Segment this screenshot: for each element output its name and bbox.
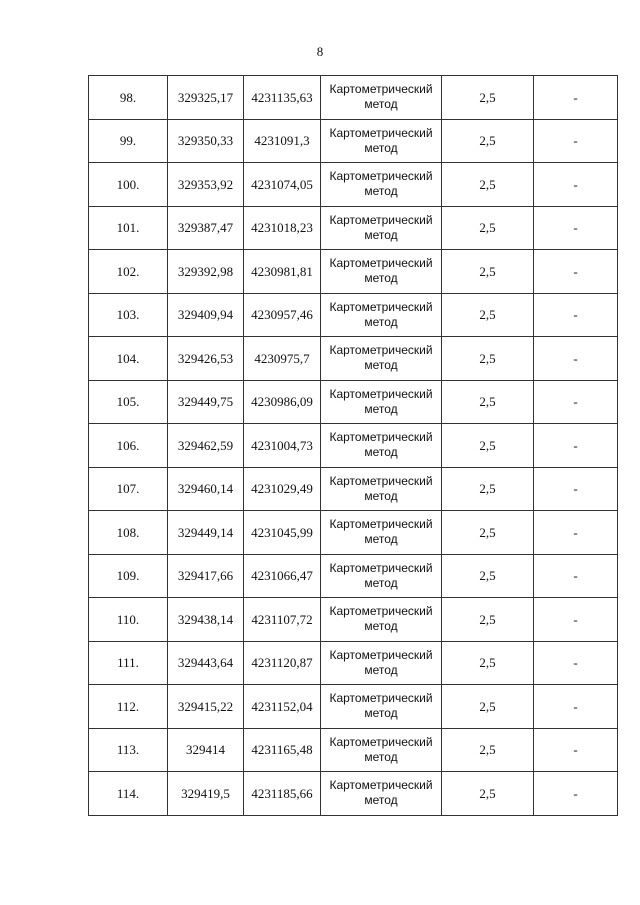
- note-cell: -: [534, 641, 618, 685]
- method-line-2: метод: [364, 314, 398, 329]
- x-coordinate-cell: 329426,53: [168, 337, 244, 381]
- y-coordinate-cell: 4230986,09: [244, 380, 321, 424]
- method-line-1: Картометрический: [329, 256, 433, 270]
- point-number-cell: 102.: [89, 250, 168, 294]
- method-line-2: метод: [364, 488, 398, 503]
- method-line-1: Картометрический: [329, 473, 433, 488]
- x-coordinate-cell: 329325,17: [168, 76, 244, 120]
- accuracy-cell: 2,5: [442, 728, 534, 772]
- x-coordinate-cell: 329392,98: [168, 250, 244, 294]
- method-line-1: Картометрический: [329, 430, 433, 444]
- note-cell: -: [534, 293, 618, 337]
- note-cell: -: [534, 76, 618, 120]
- note-cell: -: [534, 163, 618, 207]
- y-coordinate-cell: 4231165,48: [244, 728, 321, 772]
- method-line-2: метод: [364, 662, 398, 677]
- note-cell: -: [534, 554, 618, 598]
- method-line-2: метод: [364, 401, 398, 416]
- point-number-cell: 103.: [89, 293, 168, 337]
- accuracy-cell: 2,5: [442, 554, 534, 598]
- accuracy-cell: 2,5: [442, 380, 534, 424]
- y-coordinate-cell: 4230981,81: [244, 250, 321, 294]
- accuracy-cell: 2,5: [442, 250, 534, 294]
- y-coordinate-cell: 4231107,72: [244, 598, 321, 642]
- point-number-cell: 105.: [89, 380, 168, 424]
- x-coordinate-cell: 329443,64: [168, 641, 244, 685]
- table-row: [89, 119, 618, 163]
- y-coordinate-cell: 4230975,7: [244, 337, 321, 381]
- table-row: [89, 772, 618, 816]
- method-line-1: Картометрический: [329, 647, 433, 662]
- table-row: [89, 424, 618, 468]
- x-coordinate-cell: 329414: [168, 728, 244, 772]
- accuracy-cell: 2,5: [442, 685, 534, 729]
- note-cell: -: [534, 424, 618, 468]
- x-coordinate-cell: 329438,14: [168, 598, 244, 642]
- note-cell: -: [534, 772, 618, 816]
- method-line-2: метод: [364, 97, 398, 111]
- x-coordinate-cell: 329415,22: [168, 685, 244, 729]
- note-cell: -: [534, 598, 618, 642]
- accuracy-cell: 2,5: [442, 772, 534, 816]
- method-cell: [321, 163, 442, 207]
- point-number-cell: 99.: [89, 119, 168, 163]
- accuracy-cell: 2,5: [442, 76, 534, 120]
- coordinates-table-body: [89, 76, 618, 816]
- method-cell: [321, 598, 442, 642]
- accuracy-cell: 2,5: [442, 206, 534, 250]
- note-cell: -: [534, 685, 618, 729]
- note-cell: -: [534, 467, 618, 511]
- method-cell: [321, 119, 442, 163]
- accuracy-cell: 2,5: [442, 163, 534, 207]
- y-coordinate-cell: 4231004,73: [244, 424, 321, 468]
- x-coordinate-cell: 329419,5: [168, 772, 244, 816]
- point-number-cell: 104.: [89, 337, 168, 381]
- y-coordinate-cell: 4231120,87: [244, 641, 321, 685]
- method-cell: [321, 250, 442, 294]
- method-line-2: метод: [364, 271, 398, 285]
- note-cell: -: [534, 511, 618, 555]
- table-row: [89, 685, 618, 729]
- method-cell: [321, 728, 442, 772]
- method-line-1: Картометрический: [329, 299, 433, 314]
- table-row: [89, 293, 618, 337]
- point-number-cell: 111.: [89, 641, 168, 685]
- accuracy-cell: 2,5: [442, 598, 534, 642]
- y-coordinate-cell: 4231091,3: [244, 119, 321, 163]
- x-coordinate-cell: 329449,14: [168, 511, 244, 555]
- method-line-1: Картометрический: [329, 169, 433, 183]
- accuracy-cell: 2,5: [442, 424, 534, 468]
- method-cell: [321, 641, 442, 685]
- method-cell: [321, 467, 442, 511]
- point-number-cell: 114.: [89, 772, 168, 816]
- method-cell: [321, 76, 442, 120]
- method-cell: [321, 206, 442, 250]
- method-cell: [321, 685, 442, 729]
- accuracy-cell: 2,5: [442, 119, 534, 163]
- y-coordinate-cell: 4231152,04: [244, 685, 321, 729]
- method-cell: [321, 337, 442, 381]
- table-row: [89, 250, 618, 294]
- method-line-2: метод: [364, 793, 398, 807]
- x-coordinate-cell: 329449,75: [168, 380, 244, 424]
- x-coordinate-cell: 329417,66: [168, 554, 244, 598]
- point-number-cell: 113.: [89, 728, 168, 772]
- method-line-1: Картометрический: [329, 212, 433, 227]
- y-coordinate-cell: 4230957,46: [244, 293, 321, 337]
- note-cell: -: [534, 380, 618, 424]
- coordinates-table: [88, 75, 618, 816]
- table-row: [89, 598, 618, 642]
- y-coordinate-cell: 4231018,23: [244, 206, 321, 250]
- accuracy-cell: 2,5: [442, 511, 534, 555]
- table-row: [89, 76, 618, 120]
- y-coordinate-cell: 4231074,05: [244, 163, 321, 207]
- point-number-cell: 107.: [89, 467, 168, 511]
- method-line-2: метод: [364, 749, 398, 764]
- point-number-cell: 109.: [89, 554, 168, 598]
- method-line-1: Картометрический: [329, 82, 433, 96]
- method-line-1: Картометрический: [329, 517, 433, 531]
- x-coordinate-cell: 329387,47: [168, 206, 244, 250]
- method-cell: [321, 293, 442, 337]
- point-number-cell: 101.: [89, 206, 168, 250]
- point-number-cell: 110.: [89, 598, 168, 642]
- method-line-2: метод: [364, 184, 398, 198]
- x-coordinate-cell: 329350,33: [168, 119, 244, 163]
- y-coordinate-cell: 4231135,63: [244, 76, 321, 120]
- method-line-2: метод: [364, 532, 398, 546]
- y-coordinate-cell: 4231185,66: [244, 772, 321, 816]
- method-cell: [321, 772, 442, 816]
- point-number-cell: 108.: [89, 511, 168, 555]
- method-line-1: Картометрический: [329, 386, 433, 401]
- table-row: [89, 337, 618, 381]
- table-row: [89, 511, 618, 555]
- table-row: [89, 467, 618, 511]
- x-coordinate-cell: 329462,59: [168, 424, 244, 468]
- accuracy-cell: 2,5: [442, 293, 534, 337]
- point-number-cell: 106.: [89, 424, 168, 468]
- page-number-text: 8: [316, 44, 324, 59]
- method-line-1: Картометрический: [329, 778, 433, 792]
- table-row: [89, 554, 618, 598]
- note-cell: -: [534, 119, 618, 163]
- method-line-2: метод: [364, 575, 398, 590]
- method-line-1: Картометрический: [329, 604, 433, 618]
- method-line-1: Картометрический: [329, 734, 433, 749]
- table-row: [89, 206, 618, 250]
- page-number: [41, 44, 640, 60]
- method-line-2: метод: [364, 358, 398, 372]
- note-cell: -: [534, 337, 618, 381]
- y-coordinate-cell: 4231029,49: [244, 467, 321, 511]
- method-cell: [321, 424, 442, 468]
- point-number-cell: 98.: [89, 76, 168, 120]
- note-cell: -: [534, 250, 618, 294]
- table-row: [89, 641, 618, 685]
- table-row: [89, 163, 618, 207]
- method-line-2: метод: [364, 706, 398, 720]
- point-number-cell: 112.: [89, 685, 168, 729]
- table-row: [89, 728, 618, 772]
- method-line-2: метод: [364, 619, 398, 633]
- method-cell: [321, 380, 442, 424]
- x-coordinate-cell: 329409,94: [168, 293, 244, 337]
- x-coordinate-cell: 329460,14: [168, 467, 244, 511]
- method-cell: [321, 511, 442, 555]
- x-coordinate-cell: 329353,92: [168, 163, 244, 207]
- y-coordinate-cell: 4231045,99: [244, 511, 321, 555]
- accuracy-cell: 2,5: [442, 641, 534, 685]
- accuracy-cell: 2,5: [442, 337, 534, 381]
- method-line-1: Картометрический: [329, 343, 433, 357]
- method-line-1: Картометрический: [329, 691, 433, 705]
- method-line-1: Картометрический: [329, 125, 433, 140]
- y-coordinate-cell: 4231066,47: [244, 554, 321, 598]
- method-cell: [321, 554, 442, 598]
- table-row: [89, 380, 618, 424]
- method-line-2: метод: [364, 227, 398, 242]
- point-number-cell: 100.: [89, 163, 168, 207]
- method-line-2: метод: [364, 445, 398, 459]
- note-cell: -: [534, 728, 618, 772]
- accuracy-cell: 2,5: [442, 467, 534, 511]
- method-line-1: Картометрический: [329, 560, 433, 575]
- note-cell: -: [534, 206, 618, 250]
- method-line-2: метод: [364, 140, 398, 155]
